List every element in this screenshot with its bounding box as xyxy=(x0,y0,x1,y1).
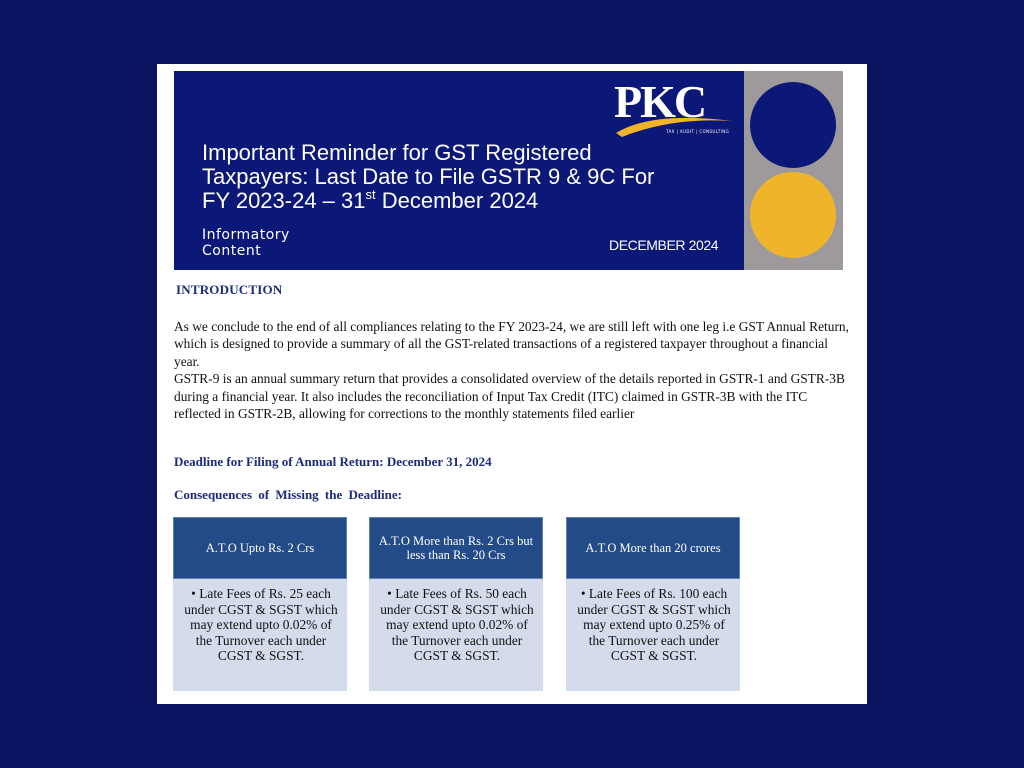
header-banner xyxy=(174,71,744,270)
content-type-label xyxy=(202,227,290,259)
intro-paragraph-1: As we conclude to the end of all compliances relating to the FY 2023-24, we are still left with one leg i.e GST Annual Return, which is designed to provide a summary of all the GST-related transactions of a registered taxpayer throughout a financial year. xyxy=(174,319,849,369)
page-title xyxy=(202,141,722,213)
publication-date: DECEMBER 2024 xyxy=(609,237,719,253)
title-line-3: FY 2023-24 – 31 xyxy=(202,188,366,213)
title-line-3-end: December 2024 xyxy=(375,188,539,213)
content-type-line-2: Content xyxy=(202,243,262,259)
card-header: A.T.O More than Rs. 2 Crs but less than Rs. 20 Crs xyxy=(369,517,543,579)
penalty-card xyxy=(369,517,543,691)
blue-circle-decoration xyxy=(750,82,836,168)
card-bullet-text xyxy=(183,586,339,664)
logo-tagline: TAX | AUDIT | CONSULTING xyxy=(666,129,730,134)
logo-wordmark: PKC xyxy=(614,76,706,127)
card-body xyxy=(369,579,543,691)
card-header: A.T.O More than 20 crores xyxy=(566,517,740,579)
title-line-1: Important Reminder for GST Registered xyxy=(202,140,592,165)
deadline-heading: Deadline for Filing of Annual Return: December 31, 2024 xyxy=(174,454,492,469)
document-page xyxy=(157,64,867,704)
card-header: A.T.O Upto Rs. 2 Crs xyxy=(173,517,347,579)
consequences-heading: Consequences of Missing the Deadline: xyxy=(174,487,402,502)
penalty-card xyxy=(173,517,347,691)
card-bullet-value: Late Fees of Rs. 50 each under CGST & SGST which may extend upto 0.02% of the Turnover each under CGST & SGST. xyxy=(380,586,534,663)
card-bullet-value: Late Fees of Rs. 100 each under CGST & SGST which may extend upto 0.25% of the Turnover each under CGST & SGST. xyxy=(577,586,731,663)
section-heading-introduction: INTRODUCTION xyxy=(176,282,283,297)
title-superscript: st xyxy=(365,186,376,202)
penalty-card xyxy=(566,517,740,691)
card-body xyxy=(173,579,347,691)
bullet-icon: • xyxy=(191,586,200,601)
side-decoration xyxy=(744,71,843,270)
yellow-circle-decoration xyxy=(750,172,836,258)
pkc-logo xyxy=(612,76,736,141)
bullet-icon: • xyxy=(580,586,589,601)
intro-paragraph-2: GSTR-9 is an annual summary return that provides a consolidated overview of the details reported in GSTR-1 and GSTR-3B during a financial year. It also includes the reconciliation of Input Tax Credit (ITC) claimed in GSTR-3B with the ITC reflected in GSTR-2B, allowing for corrections to the monthly statements filed earlier xyxy=(174,371,845,422)
card-body xyxy=(566,579,740,691)
content-type-line-1: Informatory xyxy=(202,227,290,243)
card-bullet-text xyxy=(576,586,732,664)
title-line-2: Taxpayers: Last Date to File GSTR 9 & 9C For xyxy=(202,164,655,189)
card-bullet-text xyxy=(379,586,535,664)
card-bullet-value: Late Fees of Rs. 25 each under CGST & SGST which may extend upto 0.02% of the Turnover each under CGST & SGST. xyxy=(184,586,338,663)
introduction-body xyxy=(174,318,849,422)
bullet-icon: • xyxy=(387,586,396,601)
